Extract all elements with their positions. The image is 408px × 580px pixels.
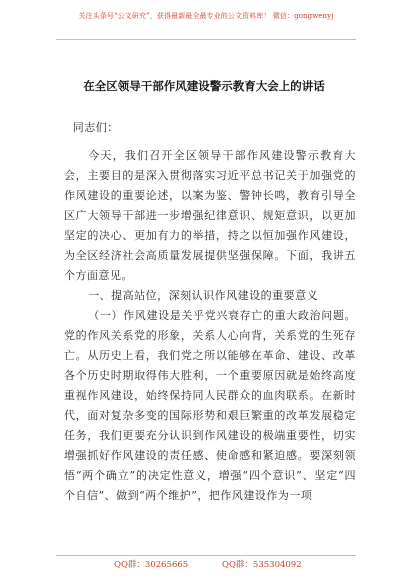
- body-paragraph: （一）作风建设是关乎党兴衰存亡的重大政治问题。党的作风关系党的形象，关系人心向背，关系党的生死存亡。从历史上看，我们党之所以能够在革命、建设、改革各个历史时期取得伟大胜利，一个重要原因就是始终高度重视作风建设，始终保持同人民群众的血肉联系。在新时代，面对复杂多变的国际形势和艰巨繁重的改革发展稳定任务，我们更要充分认识到作风建设的极端重要性，切实增强抓好作风建设的责任感、使命感和紧迫感。要深刻领悟“两个确立”的决定性意义，增强“四个意识”、坚定“四个自信”、做到“两个维护”，把作风建设作为一项: [64, 309, 356, 502]
- salutation: 同志们：: [72, 121, 119, 134]
- footer-qq-group-2: QQ群：535304092: [222, 560, 302, 570]
- footer-qq-group-1: QQ群：30265665: [114, 560, 189, 570]
- header-divider: [56, 39, 356, 40]
- footer: [56, 555, 356, 572]
- header-promo-note: 关注头条号“公文研究”，获得最新最全最专业的公文资料库！ 微信：gongwenyj: [78, 12, 334, 20]
- body-paragraph: 今天，我们召开全区领导干部作风建设警示教育大会，主要目的是深入贯彻落实习近平总书记关于加强党的作风建设的重要论述，以案为鉴、警钟长鸣，教育引导全区广大领导干部进一步增强纪律意识、规矩意识，以更加坚定的决心、更加有力的举措，持之以恒加强作风建设，为全区经济社会高质量发展提供坚强保障。下面，我讲五个方面意见。: [64, 149, 356, 282]
- document-title: 在全区领导干部作风建设警示教育大会上的讲话: [83, 79, 325, 93]
- section-heading: 一、提高站位，深刻认识作风建设的重要意义: [88, 289, 319, 302]
- document-body: [64, 118, 356, 506]
